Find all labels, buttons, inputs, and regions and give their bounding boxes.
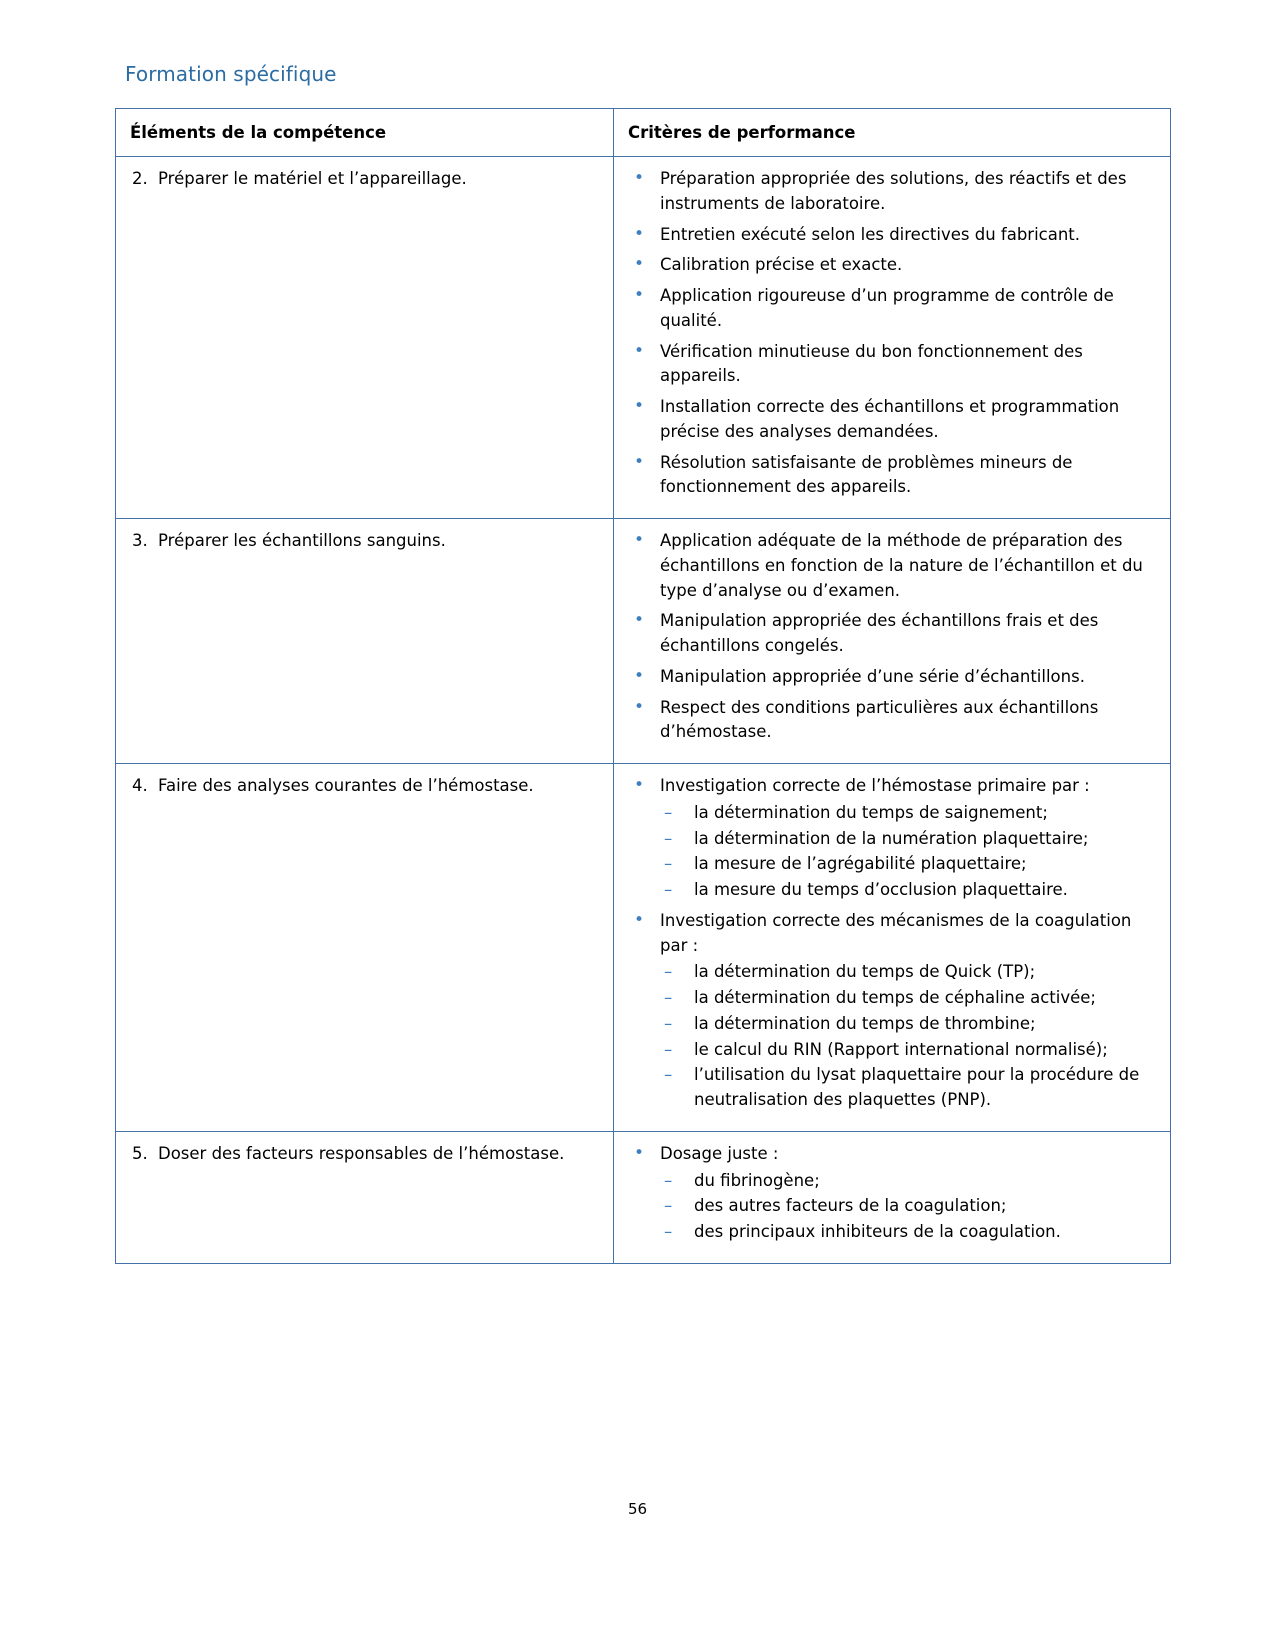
- criteria-subitem: – la mesure de l’agrégabilité plaquettaire;: [660, 852, 1158, 877]
- criteria-item: [628, 340, 1158, 390]
- criteria-text: Application adéquate de la méthode de préparation des échantillons en fonction de la nature de l’échantillon et du type d’analyse ou d’examen.: [660, 531, 1143, 600]
- criteria-text: Résolution satisfaisante de problèmes mineurs de fonctionnement des appareils.: [660, 452, 1073, 497]
- competency-element-cell: [116, 1131, 614, 1263]
- element-text: Faire des analyses courantes de l’hémostase.: [158, 776, 534, 795]
- page-title: Formation spécifique: [125, 62, 337, 86]
- competency-table: [115, 108, 1171, 1264]
- criteria-subitem: – l’utilisation du lysat plaquettaire pour la procédure de neutralisation des plaquettes (PNP).: [660, 1063, 1158, 1113]
- criteria-list: [628, 529, 1158, 745]
- criteria-subitem: – des autres facteurs de la coagulation;: [660, 1194, 1158, 1219]
- criteria-item: [628, 665, 1158, 690]
- criteria-text: Investigation correcte des mécanismes de la coagulation par :: [660, 910, 1132, 955]
- criteria-sublist: [660, 801, 1158, 903]
- criteria-list: [628, 774, 1158, 1113]
- criteria-text: Manipulation appropriée d’une série d’échantillons.: [660, 666, 1085, 686]
- table-row: [116, 519, 1171, 764]
- criteria-item: [628, 284, 1158, 334]
- criteria-text: Manipulation appropriée des échantillons frais et des échantillons congelés.: [660, 611, 1099, 655]
- criteria-subitem: – la détermination du temps de Quick (TP);: [660, 960, 1158, 985]
- element-number: 3.: [132, 531, 148, 550]
- criteria-text: Entretien exécuté selon les directives du fabricant.: [660, 224, 1081, 244]
- criteria-item: [628, 529, 1158, 603]
- criteria-item: [628, 1142, 1158, 1245]
- column-header-criteria: Critères de performance: [614, 109, 1171, 157]
- criteria-text: Vérification minutieuse du bon fonctionnement des appareils.: [660, 341, 1083, 386]
- table-body: [116, 157, 1171, 1264]
- table-row: [116, 157, 1171, 519]
- element-text: Préparer le matériel et l’appareillage.: [158, 169, 467, 188]
- competency-element-cell: [116, 519, 614, 764]
- criteria-subitem: – la détermination du temps de céphaline activée;: [660, 986, 1158, 1011]
- criteria-text: Installation correcte des échantillons et programmation précise des analyses demandées.: [660, 397, 1120, 441]
- table-row: [116, 1131, 1171, 1263]
- criteria-item: [628, 696, 1158, 746]
- criteria-subitem: – la détermination du temps de saignement;: [660, 801, 1158, 826]
- element-number: 5.: [132, 1143, 148, 1163]
- criteria-subitem: – du fibrinogène;: [660, 1169, 1158, 1194]
- criteria-sublist: [660, 1169, 1158, 1245]
- criteria-text: Investigation correcte de l’hémostase primaire par :: [660, 776, 1090, 795]
- performance-criteria-cell: [614, 1131, 1171, 1263]
- element-number: 2.: [132, 169, 148, 188]
- page-number: 56: [627, 1500, 648, 1518]
- competency-element-cell: [116, 764, 614, 1132]
- criteria-subitem: – le calcul du RIN (Rapport international normalisé);: [660, 1038, 1158, 1063]
- criteria-item: [628, 451, 1158, 501]
- criteria-item: [628, 395, 1158, 445]
- performance-criteria-cell: [614, 764, 1171, 1132]
- performance-criteria-cell: [614, 519, 1171, 764]
- table-row: [116, 764, 1171, 1132]
- criteria-text: Préparation appropriée des solutions, des réactifs et des instruments de laboratoire.: [660, 169, 1127, 213]
- criteria-item: [628, 774, 1158, 903]
- criteria-item: [628, 253, 1158, 278]
- competency-element-cell: [116, 157, 614, 519]
- criteria-subitem: – la détermination du temps de thrombine;: [660, 1012, 1158, 1037]
- column-header-elements: Éléments de la compétence: [116, 109, 614, 157]
- criteria-text: Dosage juste :: [660, 1143, 779, 1163]
- criteria-item: [628, 909, 1158, 1113]
- element-number: 4.: [132, 776, 148, 795]
- criteria-item: [628, 609, 1158, 659]
- criteria-item: [628, 167, 1158, 217]
- performance-criteria-cell: [614, 157, 1171, 519]
- criteria-text: Calibration précise et exacte.: [660, 255, 903, 275]
- element-text: Doser des facteurs responsables de l’hémostase.: [158, 1143, 565, 1163]
- criteria-text: Respect des conditions particulières aux échantillons d’hémostase.: [660, 697, 1099, 742]
- criteria-list: [628, 167, 1158, 500]
- criteria-item: [628, 223, 1158, 248]
- criteria-subitem: – la mesure du temps d’occlusion plaquettaire.: [660, 878, 1158, 903]
- element-text: Préparer les échantillons sanguins.: [158, 531, 446, 550]
- criteria-text: Application rigoureuse d’un programme de contrôle de qualité.: [660, 286, 1114, 330]
- criteria-subitem: – la détermination de la numération plaquettaire;: [660, 827, 1158, 852]
- table-header-row: [116, 109, 1171, 157]
- criteria-subitem: – des principaux inhibiteurs de la coagulation.: [660, 1220, 1158, 1245]
- criteria-list: [628, 1142, 1158, 1245]
- criteria-sublist: [660, 960, 1158, 1113]
